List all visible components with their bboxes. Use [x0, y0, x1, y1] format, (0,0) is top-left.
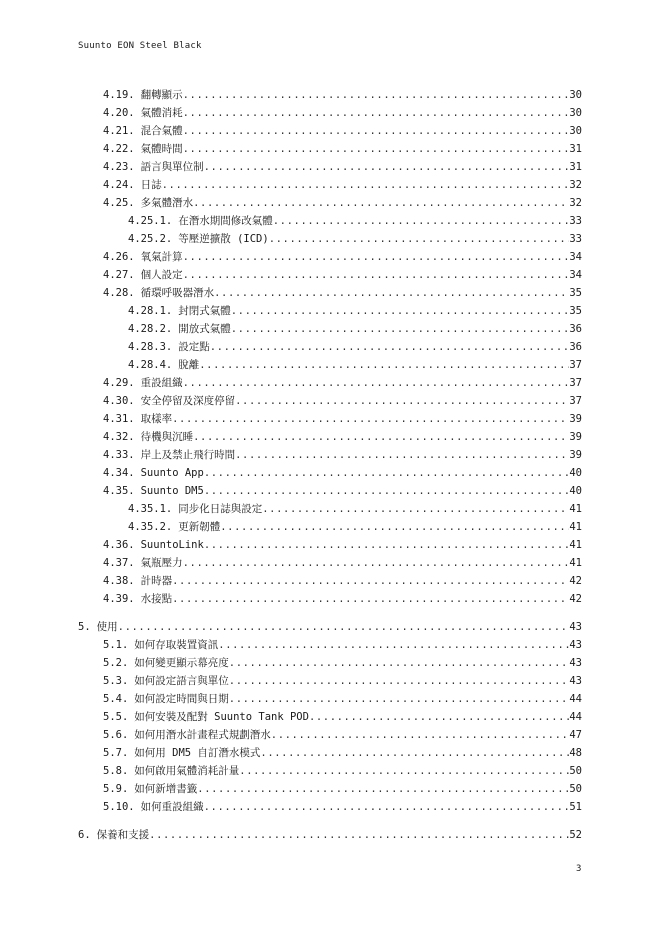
toc-entry[interactable] — [103, 142, 582, 156]
toc-entry-page: 42 — [569, 593, 582, 605]
toc-dot-leader — [204, 538, 570, 552]
toc-entry-page: 33 — [569, 233, 582, 245]
toc-entry[interactable] — [103, 656, 582, 670]
toc-entry-number: 5.4. — [103, 693, 129, 705]
toc-entry-page: 39 — [569, 431, 582, 443]
toc-dot-leader — [235, 448, 569, 462]
toc-entry[interactable] — [103, 556, 582, 570]
toc-entry-title: 封閉式氣體 — [178, 305, 231, 317]
toc-entry[interactable] — [103, 800, 582, 814]
toc-entry-number: 5.7. — [103, 747, 129, 759]
toc-entry-page: 43 — [569, 675, 582, 687]
toc-entry-title: 如何啟用氣體消耗計量 — [134, 765, 240, 777]
toc-entry-number: 4.28.3. — [128, 341, 173, 353]
toc-dot-leader — [199, 358, 569, 372]
running-header: Suunto EON Steel Black — [78, 41, 202, 51]
toc-entry-title: 語言與單位制 — [140, 161, 204, 173]
toc-entry-title: 如何存取裝置資訊 — [134, 639, 219, 651]
toc-entry-page: 31 — [569, 161, 582, 173]
toc-entry-number: 4.28.2. — [128, 323, 173, 335]
toc-entry-number: 5.1. — [103, 639, 129, 651]
toc-entry-number: 4.29. — [103, 377, 135, 389]
toc-entry[interactable] — [103, 268, 582, 282]
toc-entry[interactable] — [103, 250, 582, 264]
toc-entry-title: Suunto App — [140, 467, 204, 479]
toc-entry[interactable] — [128, 502, 582, 516]
toc-entry-title: 如何新增書籤 — [134, 783, 198, 795]
toc-entry-number: 5.5. — [103, 711, 129, 723]
toc-dot-leader — [149, 828, 569, 842]
toc-entry-title: 設定點 — [178, 341, 210, 353]
toc-entry-title: 氣體消耗 — [140, 107, 183, 119]
toc-dot-leader — [172, 592, 569, 606]
toc-entry-title: 使用 — [96, 621, 118, 633]
toc-dot-leader — [269, 232, 570, 246]
toc-entry[interactable] — [103, 728, 582, 742]
toc-entry[interactable] — [103, 88, 582, 102]
toc-entry[interactable] — [103, 178, 582, 192]
toc-entry-number: 5.10. — [103, 801, 135, 813]
toc-entry-page: 34 — [569, 269, 582, 281]
toc-dot-leader — [239, 764, 569, 778]
toc-dot-leader — [204, 484, 570, 498]
toc-entry-page: 32 — [569, 179, 582, 191]
toc-dot-leader — [183, 376, 570, 390]
toc-dot-leader — [273, 214, 570, 228]
toc-entry-number: 4.31. — [103, 413, 135, 425]
toc-entry[interactable] — [103, 674, 582, 688]
toc-entry-title: 脫離 — [178, 359, 200, 371]
toc-dot-leader — [260, 746, 569, 760]
toc-entry-number: 4.23. — [103, 161, 135, 173]
toc-entry-title: 如何變更顯示幕亮度 — [134, 657, 229, 669]
toc-entry[interactable] — [78, 620, 582, 634]
toc-dot-leader — [197, 782, 569, 796]
toc-entry[interactable] — [128, 304, 582, 318]
toc-entry[interactable] — [103, 574, 582, 588]
toc-entry[interactable] — [128, 214, 582, 228]
page-number: 3 — [576, 864, 582, 874]
toc-entry-title: 個人設定 — [140, 269, 183, 281]
toc-entry-number: 5.3. — [103, 675, 129, 687]
toc-entry-title: 如何設定語言與單位 — [134, 675, 229, 687]
toc-dot-leader — [231, 322, 570, 336]
toc-entry[interactable] — [103, 746, 582, 760]
toc-entry-title: 在潛水期間修改氣體 — [178, 215, 273, 227]
toc-entry[interactable] — [103, 376, 582, 390]
toc-dot-leader — [235, 394, 569, 408]
toc-dot-leader — [271, 728, 570, 742]
toc-entry-number: 4.37. — [103, 557, 135, 569]
toc-entry-number: 4.22. — [103, 143, 135, 155]
toc-entry[interactable] — [103, 448, 582, 462]
toc-entry-title: 待機與沉睡 — [140, 431, 194, 443]
toc-entry[interactable] — [103, 196, 582, 210]
toc-entry-number: 4.28.1. — [128, 305, 173, 317]
toc-entry-title: 保養和支援 — [96, 829, 150, 841]
toc-entry-page: 39 — [569, 413, 582, 425]
toc-entry-number: 4.28. — [103, 287, 135, 299]
toc-dot-leader — [183, 142, 570, 156]
toc-dot-leader — [193, 196, 569, 210]
toc-entry-page: 41 — [569, 557, 582, 569]
toc-dot-leader — [118, 620, 570, 634]
toc-dot-leader — [229, 656, 570, 670]
toc-entry-title: 等壓逆擴散 (ICD) — [178, 233, 269, 245]
toc-entry-number: 4.24. — [103, 179, 135, 191]
toc-entry-title: 氧氣計算 — [140, 251, 183, 263]
toc-entry-page: 31 — [569, 143, 582, 155]
toc-dot-leader — [204, 800, 570, 814]
toc-entry-title: 如何設定時間與日期 — [134, 693, 229, 705]
toc-entry-title: 岸上及禁止飛行時間 — [140, 449, 236, 461]
toc-entry[interactable] — [103, 106, 582, 120]
toc-entry-page: 30 — [569, 89, 582, 101]
toc-entry-page: 30 — [569, 107, 582, 119]
toc-entry-title: 如何安裝及配對 Suunto Tank POD — [134, 711, 309, 723]
toc-entry-title: 氣瓶壓力 — [140, 557, 183, 569]
toc-entry-number: 5.8. — [103, 765, 129, 777]
toc-entry-page: 50 — [569, 783, 582, 795]
toc-entry-page: 37 — [569, 377, 582, 389]
toc-entry-page: 43 — [569, 639, 582, 651]
toc-entry-title: 重設組織 — [140, 377, 183, 389]
toc-entry-number: 5. — [78, 621, 91, 633]
toc-entry-number: 4.26. — [103, 251, 135, 263]
toc-entry-page: 44 — [569, 693, 582, 705]
toc-dot-leader — [214, 286, 569, 300]
toc-entry-number: 4.39. — [103, 593, 135, 605]
toc-entry-page: 40 — [569, 467, 582, 479]
toc-entry-number: 5.2. — [103, 657, 129, 669]
toc-dot-leader — [220, 520, 569, 534]
toc-entry-number: 4.25. — [103, 197, 135, 209]
toc-entry-number: 4.25.1. — [128, 215, 173, 227]
toc-entry-number: 4.20. — [103, 107, 135, 119]
toc-entry-title: 混合氣體 — [140, 125, 183, 137]
toc-entry-number: 5.9. — [103, 783, 129, 795]
toc-entry[interactable] — [103, 692, 582, 706]
toc-entry-page: 30 — [569, 125, 582, 137]
toc-entry-page: 40 — [569, 485, 582, 497]
toc-entry-title: 更新韌體 — [178, 521, 221, 533]
toc-entry-title: 水接點 — [140, 593, 173, 605]
toc-entry[interactable] — [103, 394, 582, 408]
toc-entry-title: 如何重設組織 — [140, 801, 204, 813]
toc-entry[interactable] — [103, 430, 582, 444]
toc-entry[interactable] — [128, 232, 582, 246]
toc-entry-page: 33 — [569, 215, 582, 227]
toc-entry[interactable] — [103, 638, 582, 652]
toc-entry-title: 計時器 — [140, 575, 173, 587]
toc-dot-leader — [183, 556, 570, 570]
toc-dot-leader — [183, 124, 570, 138]
toc-entry-title: 如何用潛水計畫程式規劃潛水 — [134, 729, 271, 741]
toc-entry-page: 39 — [569, 449, 582, 461]
toc-entry[interactable] — [103, 484, 582, 498]
toc-entry-page: 41 — [569, 521, 582, 533]
toc-entry-title: 多氣體潛水 — [140, 197, 194, 209]
toc-entry-page: 41 — [569, 539, 582, 551]
toc-dot-leader — [231, 304, 570, 318]
toc-entry-number: 4.35. — [103, 485, 135, 497]
toc-entry-number: 4.33. — [103, 449, 135, 461]
toc-entry-page: 47 — [569, 729, 582, 741]
toc-entry-title: 同步化日誌與設定 — [178, 503, 263, 515]
toc-dot-leader — [218, 638, 569, 652]
toc-entry-number: 4.36. — [103, 539, 135, 551]
toc-entry-page: 50 — [569, 765, 582, 777]
toc-entry-number: 4.28.4. — [128, 359, 173, 371]
toc-entry-page: 34 — [569, 251, 582, 263]
toc-entry-title: 翻轉顯示 — [140, 89, 183, 101]
toc-entry-number: 4.35.1. — [128, 503, 173, 515]
toc-entry-page: 41 — [569, 503, 582, 515]
toc-dot-leader — [229, 692, 570, 706]
toc-entry-page: 37 — [569, 359, 582, 371]
toc-dot-leader — [162, 178, 570, 192]
toc-entry[interactable] — [103, 466, 582, 480]
toc-entry-page: 36 — [569, 341, 582, 353]
toc-dot-leader — [262, 502, 569, 516]
toc-entry-page: 52 — [569, 829, 582, 841]
toc-entry[interactable] — [103, 538, 582, 552]
toc-entry[interactable] — [103, 286, 582, 300]
toc-entry[interactable] — [103, 764, 582, 778]
toc-entry-page: 35 — [569, 287, 582, 299]
toc-entry-page: 36 — [569, 323, 582, 335]
toc-dot-leader — [204, 160, 570, 174]
toc-entry[interactable] — [103, 160, 582, 174]
toc-dot-leader — [309, 710, 569, 724]
toc-entry-number: 4.32. — [103, 431, 135, 443]
toc-entry-title: Suunto DM5 — [140, 485, 204, 497]
toc-entry-page: 37 — [569, 395, 582, 407]
toc-dot-leader — [172, 412, 569, 426]
toc-entry[interactable] — [103, 412, 582, 426]
toc-entry-page: 43 — [569, 657, 582, 669]
toc-dot-leader — [183, 250, 570, 264]
toc-entry-number: 5.6. — [103, 729, 129, 741]
toc-entry[interactable] — [128, 322, 582, 336]
toc-entry-number: 4.35.2. — [128, 521, 173, 533]
toc-entry-number: 4.19. — [103, 89, 135, 101]
toc-entry[interactable] — [78, 828, 582, 842]
toc-entry-title: SuuntoLink — [140, 539, 204, 551]
toc-entry-number: 4.38. — [103, 575, 135, 587]
toc-entry-page: 44 — [569, 711, 582, 723]
toc-dot-leader — [204, 466, 570, 480]
toc-entry-page: 43 — [569, 621, 582, 633]
toc-entry-number: 4.25.2. — [128, 233, 173, 245]
toc-entry-number: 6. — [78, 829, 91, 841]
toc-entry[interactable] — [103, 782, 582, 796]
toc-entry[interactable] — [128, 340, 582, 354]
toc-entry-title: 氣體時間 — [140, 143, 183, 155]
toc-dot-leader — [183, 106, 570, 120]
toc-dot-leader — [183, 268, 570, 282]
toc-entry[interactable] — [103, 710, 582, 724]
toc-entry-title: 日誌 — [140, 179, 162, 191]
toc-dot-leader — [210, 340, 570, 354]
toc-entry-page: 51 — [569, 801, 582, 813]
toc-entry[interactable] — [103, 124, 582, 138]
toc-entry-page: 42 — [569, 575, 582, 587]
toc-entry-page: 48 — [569, 747, 582, 759]
toc-dot-leader — [183, 88, 570, 102]
toc-entry-number: 4.30. — [103, 395, 135, 407]
toc-entry-number: 4.21. — [103, 125, 135, 137]
toc-dot-leader — [229, 674, 570, 688]
toc-entry[interactable] — [128, 358, 582, 372]
toc-entry-number: 4.34. — [103, 467, 135, 479]
toc-entry-title: 開放式氣體 — [178, 323, 231, 335]
toc-entry-title: 如何用 DM5 自訂潛水模式 — [134, 747, 261, 759]
toc-entry[interactable] — [128, 520, 582, 534]
toc-entry-title: 安全停留及深度停留 — [140, 395, 236, 407]
toc-entry-title: 循環呼吸器潛水 — [140, 287, 215, 299]
toc-entry-number: 4.27. — [103, 269, 135, 281]
toc-entry[interactable] — [103, 592, 582, 606]
toc-entry-title: 取樣率 — [140, 413, 173, 425]
toc-dot-leader — [172, 574, 569, 588]
toc-entry-page: 32 — [569, 197, 582, 209]
toc-entry-page: 35 — [569, 305, 582, 317]
toc-dot-leader — [193, 430, 569, 444]
